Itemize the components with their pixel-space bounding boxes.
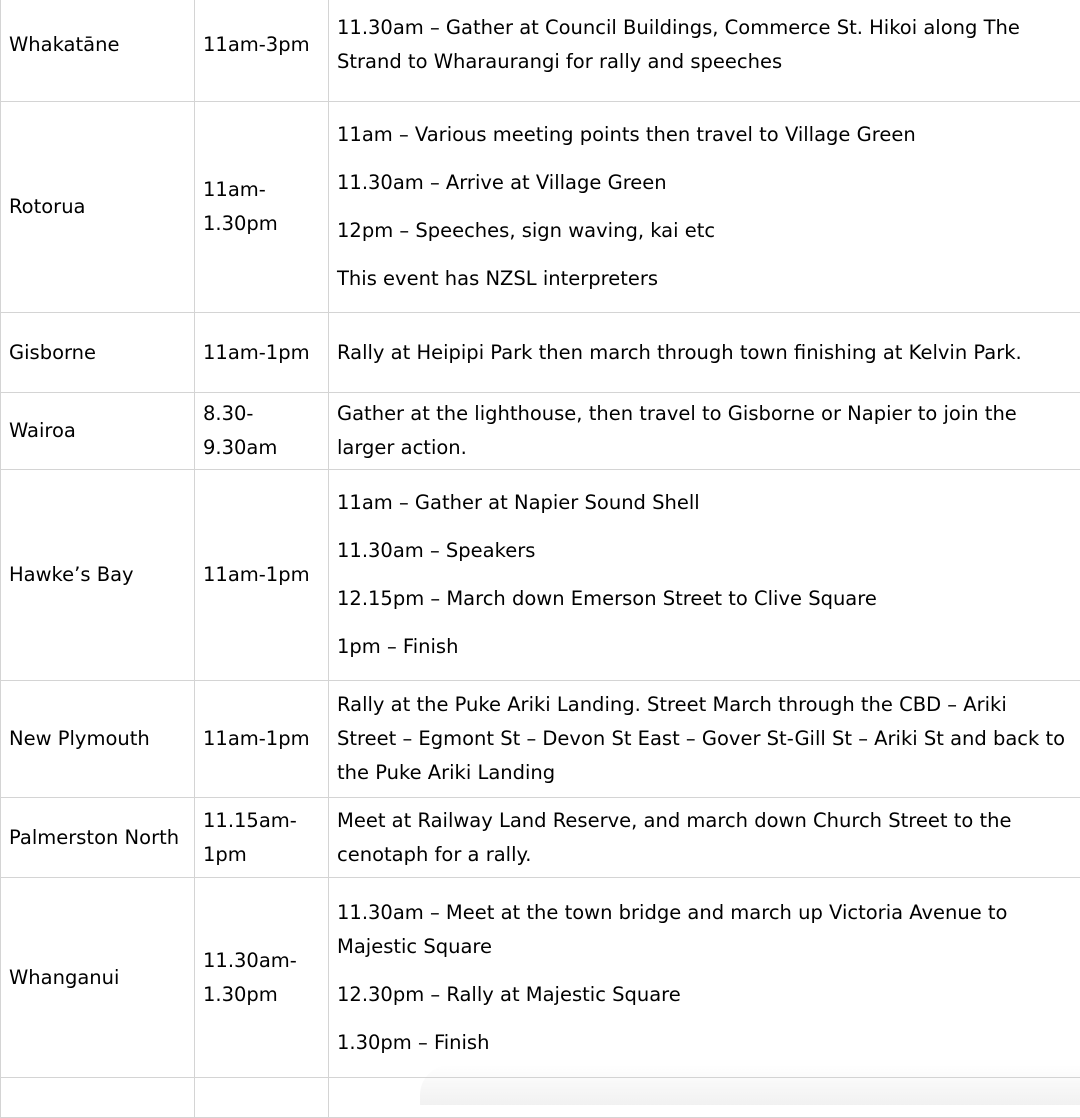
detail-line: 1.30pm – Finish xyxy=(337,1026,1072,1060)
time-cell: 11.15am-1pm xyxy=(195,798,329,878)
detail-line: Rally at Heipipi Park then march through town finishing at Kelvin Park. xyxy=(337,336,1072,370)
details-cell xyxy=(329,102,1080,313)
location-cell: Wairoa xyxy=(1,393,195,470)
detail-line: This event has NZSL interpreters xyxy=(337,262,1072,296)
location-cell: Gisborne xyxy=(1,313,195,393)
details-cell xyxy=(329,0,1080,102)
table-row xyxy=(1,878,1080,1078)
table-row xyxy=(1,0,1080,102)
location-cell: Whakatāne xyxy=(1,0,195,102)
table-row xyxy=(1,470,1080,681)
details-cell xyxy=(329,798,1080,878)
events-table-body xyxy=(1,0,1080,1118)
detail-line: 11.30am – Speakers xyxy=(337,534,1072,568)
details-cell xyxy=(329,1078,1080,1118)
detail-line: 1pm – Finish xyxy=(337,630,1072,664)
time-cell: 11.30am-1.30pm xyxy=(195,878,329,1078)
time-cell: 11am-1.30pm xyxy=(195,102,329,313)
detail-line: Meet at Railway Land Reserve, and march down Church Street to the cenotaph for a rally. xyxy=(337,804,1072,872)
time-cell: 11am-3pm xyxy=(195,0,329,102)
detail-line: 12pm – Speeches, sign waving, kai etc xyxy=(337,214,1072,248)
time-cell: 11am-1pm xyxy=(195,313,329,393)
details-cell xyxy=(329,878,1080,1078)
detail-line: 11am – Various meeting points then travel to Village Green xyxy=(337,118,1072,152)
location-cell: Rotorua xyxy=(1,102,195,313)
location-cell: Palmerston North xyxy=(1,798,195,878)
location-cell: New Plymouth xyxy=(1,681,195,798)
location-cell: Whanganui xyxy=(1,878,195,1078)
detail-line: Rally at the Puke Ariki Landing. Street March through the CBD – Ariki Street – Egmont St – Devon St East – Gover St-Gill St – Ariki St and back to the Puke Ariki Landing xyxy=(337,688,1072,790)
detail-line: Gather at the lighthouse, then travel to Gisborne or Napier to join the larger action. xyxy=(337,397,1072,465)
details-cell xyxy=(329,681,1080,798)
detail-line: 11.30am – Arrive at Village Green xyxy=(337,166,1072,200)
detail-line: 11.30am – Meet at the town bridge and march up Victoria Avenue to Majestic Square xyxy=(337,896,1072,964)
table-row xyxy=(1,313,1080,393)
detail-line: 12.15pm – March down Emerson Street to Clive Square xyxy=(337,582,1072,616)
details-cell xyxy=(329,470,1080,681)
table-row xyxy=(1,102,1080,313)
details-cell xyxy=(329,393,1080,470)
detail-line: 11.30am – Gather at Council Buildings, Commerce St. Hikoi along The Strand to Wharaurangi for rally and speeches xyxy=(337,11,1072,79)
detail-line: 11am – Gather at Napier Sound Shell xyxy=(337,486,1072,520)
time-cell: 11am-1pm xyxy=(195,681,329,798)
table-row xyxy=(1,393,1080,470)
location-cell xyxy=(1,1078,195,1118)
time-cell: 11am-1pm xyxy=(195,470,329,681)
time-cell: 8.30-9.30am xyxy=(195,393,329,470)
location-cell: Hawke’s Bay xyxy=(1,470,195,681)
table-row xyxy=(1,1078,1080,1118)
details-cell xyxy=(329,313,1080,393)
detail-line: 12.30pm – Rally at Majestic Square xyxy=(337,978,1072,1012)
table-row xyxy=(1,798,1080,878)
table-row xyxy=(1,681,1080,798)
time-cell xyxy=(195,1078,329,1118)
